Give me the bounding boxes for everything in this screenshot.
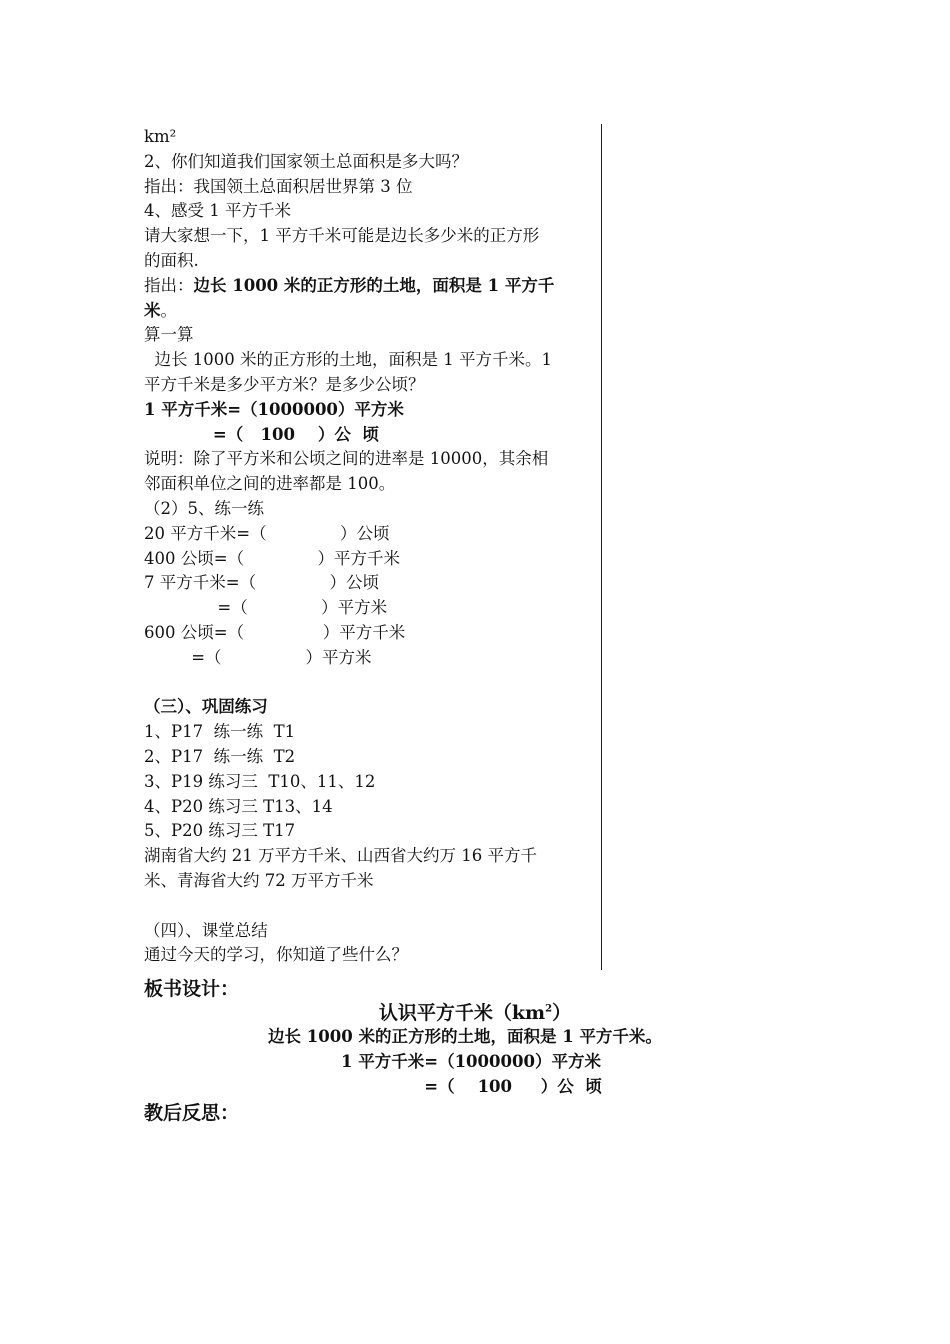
board-line-3: =（ 100 ）公 顷: [424, 1077, 602, 1096]
text-line: [144, 770, 375, 794]
line-text: =（ ）平方米: [144, 647, 372, 667]
text-line: [144, 299, 177, 323]
line-text: 3、P19 练习三 T10、11、12: [144, 771, 376, 791]
line-text: 1 平方千米=（1000000）平方米: [144, 399, 404, 419]
text-line: [144, 274, 554, 298]
text-line: [144, 695, 268, 719]
text-line: [144, 745, 295, 769]
line-text: 2、P17 练一练 T2: [144, 747, 296, 766]
text-line: [144, 423, 379, 447]
line-text: 7 平方千米=（ ）公顷: [144, 573, 379, 593]
line-text: =（ ）平方米: [144, 598, 388, 618]
line-text: 湖南省大约 21 万平方千米、山西省大约万 16 平方千: [144, 846, 537, 866]
reflection-heading: 教后反思：: [144, 1102, 240, 1124]
line-text: 平方千米是多少平方米？是多少公顷？: [144, 375, 425, 394]
text-line: [144, 472, 395, 496]
line-text: 5、P20 练习三 T17: [144, 821, 296, 841]
text-line: [144, 150, 468, 174]
line-prefix: 指出：: [144, 275, 194, 295]
text-line: [144, 373, 425, 397]
text-line: [144, 571, 379, 595]
line-text: 600 公顷=（ ）平方千米: [144, 623, 406, 642]
line-text: =（ 100 ）公 顷: [144, 424, 379, 444]
line-text: 4、P20 练习三 T13、14: [144, 796, 333, 816]
line-text: 1、P17 练一练 T1: [144, 722, 296, 742]
line-text: 说明：除了平方米和公顷之间的进率是 10000，其余相: [144, 449, 549, 469]
board-design-heading: 板书设计：: [144, 978, 240, 1000]
text-line: [144, 621, 405, 645]
line-text: 米、青海省大约 72 万平方千米: [144, 871, 374, 890]
text-line: [144, 348, 552, 372]
text-line: [144, 844, 537, 868]
text-line: [144, 199, 291, 223]
text-line: [144, 323, 194, 347]
column-border: [601, 124, 602, 970]
text-line: [144, 943, 408, 967]
text-line: [144, 795, 333, 819]
text-line: [144, 547, 400, 571]
line-suffix: 。: [160, 300, 177, 320]
line-text: （2）5、练一练: [144, 499, 264, 518]
text-line: [144, 819, 295, 843]
board-title: [0, 998, 950, 1025]
line-text: 米: [144, 300, 161, 320]
text-line: [144, 447, 548, 471]
line-text: 4、感受 1 平方千米: [144, 201, 291, 221]
text-line: [144, 646, 371, 670]
text-line: [144, 224, 539, 248]
board-title-text: 认识平方千米（km: [378, 1002, 546, 1024]
line-text: （四）、课堂总结: [144, 920, 268, 940]
line-text: 请大家想一下，1 平方千米可能是边长多少米的正方形: [144, 226, 540, 246]
text-line: [144, 175, 413, 199]
line-text: 边长 1000 米的正方形的土地，面积是 1 平方千: [193, 275, 555, 295]
line-text: （三）、巩固练习: [144, 697, 268, 717]
line-text: 邻面积单位之间的进率都是 100。: [144, 474, 396, 494]
text-line: [144, 919, 268, 943]
text-line: [144, 522, 390, 546]
line-text: km²: [144, 127, 177, 146]
line-text: 2、你们知道我们国家领土总面积是多大吗？: [144, 151, 468, 171]
text-line: [144, 596, 387, 620]
line-text: 400 公顷=（ ）平方千米: [144, 548, 400, 568]
text-line: [144, 249, 199, 273]
board-line-2: 1 平方千米=（1000000）平方米: [341, 1052, 601, 1071]
line-text: 的面积.: [144, 251, 199, 270]
line-text: 指出：我国领土总面积居世界第 3 位: [144, 176, 413, 196]
board-title-sup: 2: [545, 1003, 553, 1015]
board-line-1: 边长 1000 米的正方形的土地，面积是 1 平方千米。: [268, 1027, 662, 1046]
text-line: [144, 869, 374, 893]
board-title-end: ）: [552, 1002, 572, 1024]
line-text: 边长 1000 米的正方形的土地，面积是 1 平方千米。1: [144, 350, 552, 370]
line-text: 通过今天的学习，你知道了些什么？: [144, 945, 408, 965]
text-line: [144, 497, 264, 521]
text-line: [144, 398, 404, 422]
text-line: [144, 125, 176, 149]
line-text: 算一算: [144, 325, 194, 345]
text-line: [144, 720, 295, 744]
line-text: 20 平方千米=（ ）公顷: [144, 523, 390, 543]
